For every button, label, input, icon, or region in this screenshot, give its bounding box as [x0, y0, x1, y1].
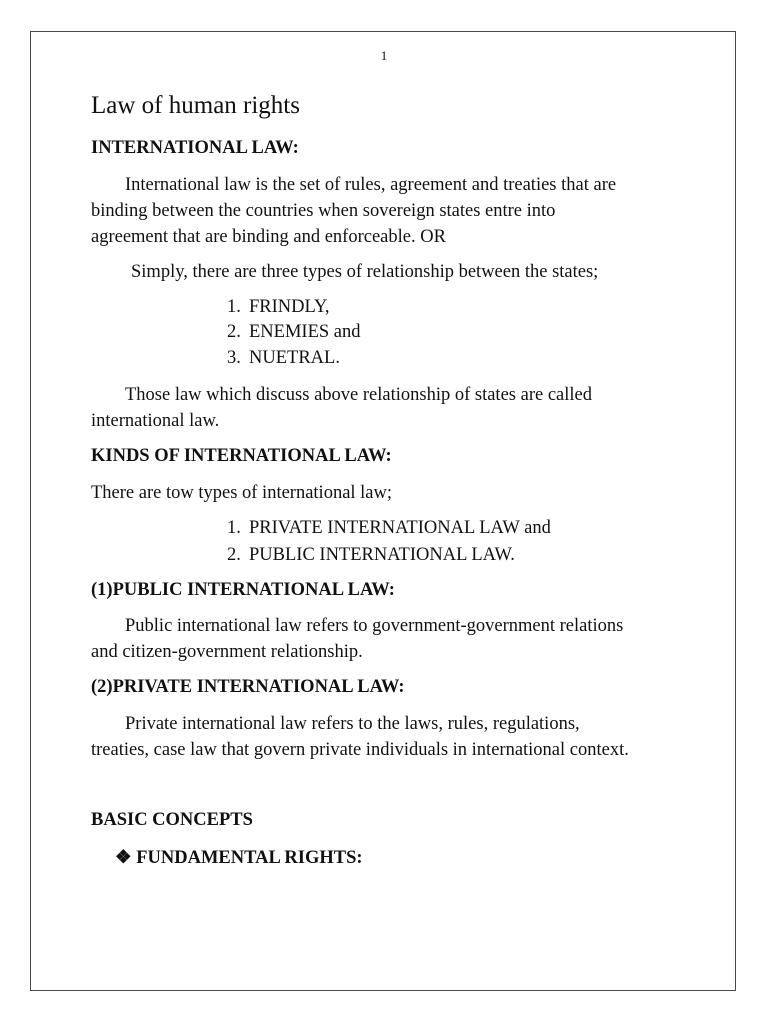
- list-number: 3.: [227, 348, 241, 368]
- list-item: [227, 545, 515, 566]
- list-text: ENEMIES and: [249, 322, 361, 342]
- list-number: 1.: [227, 297, 241, 317]
- heading-kinds-of-international-law: KINDS OF INTERNATIONAL LAW:: [91, 446, 392, 466]
- paragraph-line: and citizen-government relationship.: [91, 642, 363, 662]
- paragraph-line: Private international law refers to the laws, rules, regulations,: [125, 714, 580, 734]
- paragraph-line: Simply, there are three types of relationship between the states;: [131, 262, 599, 282]
- list-text: NUETRAL.: [249, 348, 340, 368]
- page-number: 1: [380, 48, 388, 63]
- paragraph-line: binding between the countries when sovereign states entre into: [91, 201, 556, 221]
- list-item: [227, 297, 330, 318]
- list-text: PUBLIC INTERNATIONAL LAW.: [249, 545, 515, 565]
- document-title: Law of human rights: [91, 92, 300, 119]
- paragraph-line: treaties, case law that govern private individuals in international context.: [91, 740, 629, 760]
- diamond-bullet-icon: ❖: [115, 848, 132, 868]
- paragraph-line: agreement that are binding and enforceable. OR: [91, 227, 446, 247]
- paragraph-line: Public international law refers to government-government relations: [125, 616, 624, 636]
- list-number: 1.: [227, 518, 241, 538]
- list-text: FRINDLY,: [249, 297, 330, 317]
- document-page: [30, 31, 736, 991]
- list-number: 2.: [227, 545, 241, 565]
- heading-public-international-law: (1)PUBLIC INTERNATIONAL LAW:: [91, 580, 395, 600]
- heading-basic-concepts: BASIC CONCEPTS: [91, 810, 253, 830]
- paragraph-line: International law is the set of rules, agreement and treaties that are: [125, 175, 617, 195]
- paragraph-line: There are tow types of international law;: [91, 483, 393, 503]
- list-item: [227, 322, 361, 343]
- list-number: 2.: [227, 322, 241, 342]
- bullet-item: [115, 847, 363, 869]
- list-item: [227, 518, 551, 539]
- bullet-text: FUNDAMENTAL RIGHTS:: [136, 848, 363, 868]
- paragraph-line: Those law which discuss above relationship of states are called: [125, 385, 592, 405]
- list-text: PRIVATE INTERNATIONAL LAW and: [249, 518, 551, 538]
- list-item: [227, 348, 340, 369]
- heading-private-international-law: (2)PRIVATE INTERNATIONAL LAW:: [91, 677, 405, 697]
- heading-international-law: INTERNATIONAL LAW:: [91, 138, 299, 158]
- paragraph-line: international law.: [91, 411, 220, 431]
